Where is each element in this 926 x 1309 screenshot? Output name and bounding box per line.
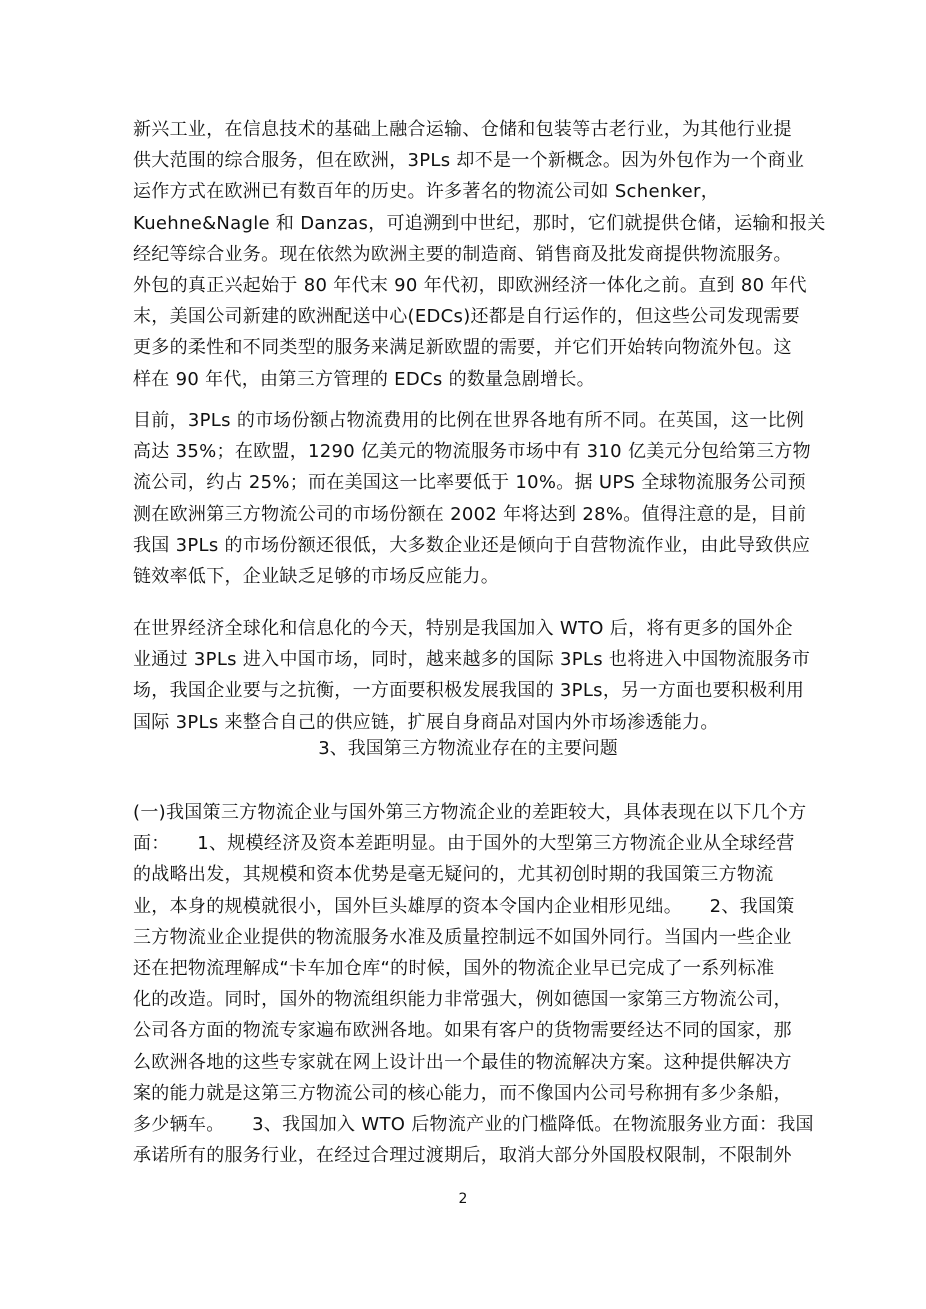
text-line: Kuehne&Nagle 和 Danzas，可追溯到中世纪，那时，它们就提供仓储，运输和报关 bbox=[133, 212, 826, 234]
text-line: 流公司，约占 25%；而在美国这一比率要低于 10%。据 UPS 全球物流服务公司预 bbox=[133, 472, 806, 494]
text-line: 测在欧洲第三方物流公司的市场份额在 2002 年将达到 28%。值得注意的是，目前 bbox=[133, 503, 807, 525]
text-line: 么欧洲各地的这些专家就在网上设计出一个最佳的物流解决方案。这种提供解决方 bbox=[133, 1051, 792, 1073]
text-line: (一)我国策三方物流企业与国外第三方物流企业的差距较大，具体表现在以下几个方 bbox=[133, 802, 807, 823]
text-line: 更多的柔性和不同类型的服务来满足新欧盟的需要，并它们开始转向物流外包。这 bbox=[133, 337, 792, 359]
text-line: 多少辆车。 3、我国加入 WTO 后物流产业的门槛降低。在物流服务业方面：我国 bbox=[133, 1114, 814, 1136]
text-line: 样在 90 年代，由第三方管理的 EDCs 的数量急剧增长。 bbox=[133, 368, 595, 390]
text-line: 的战略出发，其规模和资本优势是毫无疑问的，尤其初创时期的我国策三方物流 bbox=[133, 864, 774, 886]
text-line: 链效率低下，企业缺乏足够的市场反应能力。 bbox=[133, 566, 499, 588]
paragraph-1 bbox=[133, 114, 826, 395]
text-line: 目前，3PLs 的市场份额占物流费用的比例在世界各地有所不同。在英国，这一比例 bbox=[133, 410, 805, 431]
text-line: 高达 35%；在欧盟，1290 亿美元的物流服务市场中有 310 亿美元分包给第三方物 bbox=[133, 441, 811, 463]
text-line: 末，美国公司新建的欧洲配送中心(EDCs)还都是自行运作的，但这些公司发现需要 bbox=[133, 306, 800, 328]
text-line: 新兴工业，在信息技术的基础上融合运输、仓储和包装等古老行业，为其他行业提 bbox=[133, 119, 792, 140]
page-number: 2 bbox=[458, 1191, 468, 1207]
text-line: 场，我国企业要与之抗衡，一方面要积极发展我国的 3PLs，另一方面也要积极利用 bbox=[133, 680, 805, 702]
text-line: 运作方式在欧洲已有数百年的历史。许多著名的物流公司如 Schenker， bbox=[133, 181, 719, 203]
text-line: 业通过 3PLs 进入中国市场，同时，越来越多的国际 3PLs 也将进入中国物流服务市 bbox=[133, 649, 811, 671]
paragraph-3 bbox=[133, 613, 811, 738]
text-line: 在世界经济全球化和信息化的今天，特别是我国加入 WTO 后，将有更多的国外企 bbox=[133, 618, 793, 639]
text-line: 业，本身的规模就很小，国外巨头雄厚的资本令国内企业相形见绌。 2、我国策 bbox=[133, 895, 795, 917]
text-line: 还在把物流理解成“卡车加仓库“的时候，国外的物流企业早已完成了一系列标准 bbox=[133, 958, 775, 980]
text-line: 案的能力就是这第三方物流公司的核心能力，而不像国内公司号称拥有多少条船， bbox=[133, 1082, 792, 1104]
text-line: 外包的真正兴起始于 80 年代末 90 年代初，即欧洲经济一体化之前。直到 80 年代 bbox=[133, 275, 807, 297]
section-heading: 3、我国第三方物流业存在的主要问题 bbox=[318, 738, 618, 759]
text-line: 公司各方面的物流专家遍布欧洲各地。如果有客户的货物需要经达不同的国家，那 bbox=[133, 1020, 792, 1042]
text-line: 国际 3PLs 来整合自己的供应链，扩展自身商品对国内外市场渗透能力。 bbox=[133, 711, 719, 733]
text-line: 经纪等综合业务。现在依然为欧洲主要的制造商、销售商及批发商提供物流服务。 bbox=[133, 243, 792, 265]
paragraph-4 bbox=[133, 797, 814, 1171]
text-line: 面： 1、规模经济及资本差距明显。由于国外的大型第三方物流企业从全球经营 bbox=[133, 833, 795, 855]
text-line: 供大范围的综合服务，但在欧洲，3PLs 却不是一个新概念。因为外包作为一个商业 bbox=[133, 150, 805, 172]
text-line: 承诺所有的服务行业，在经过合理过渡期后，取消大部分外国股权限制，不限制外 bbox=[133, 1145, 792, 1167]
text-line: 化的改造。同时，国外的物流组织能力非常强大，例如德国一家第三方物流公司， bbox=[133, 989, 792, 1011]
text-line: 三方物流业企业提供的物流服务水准及质量控制远不如国外同行。当国内一些企业 bbox=[133, 926, 792, 948]
text-line: 我国 3PLs 的市场份额还很低，大多数企业还是倾向于自营物流作业，由此导致供应 bbox=[133, 534, 811, 556]
paragraph-2 bbox=[133, 405, 811, 592]
